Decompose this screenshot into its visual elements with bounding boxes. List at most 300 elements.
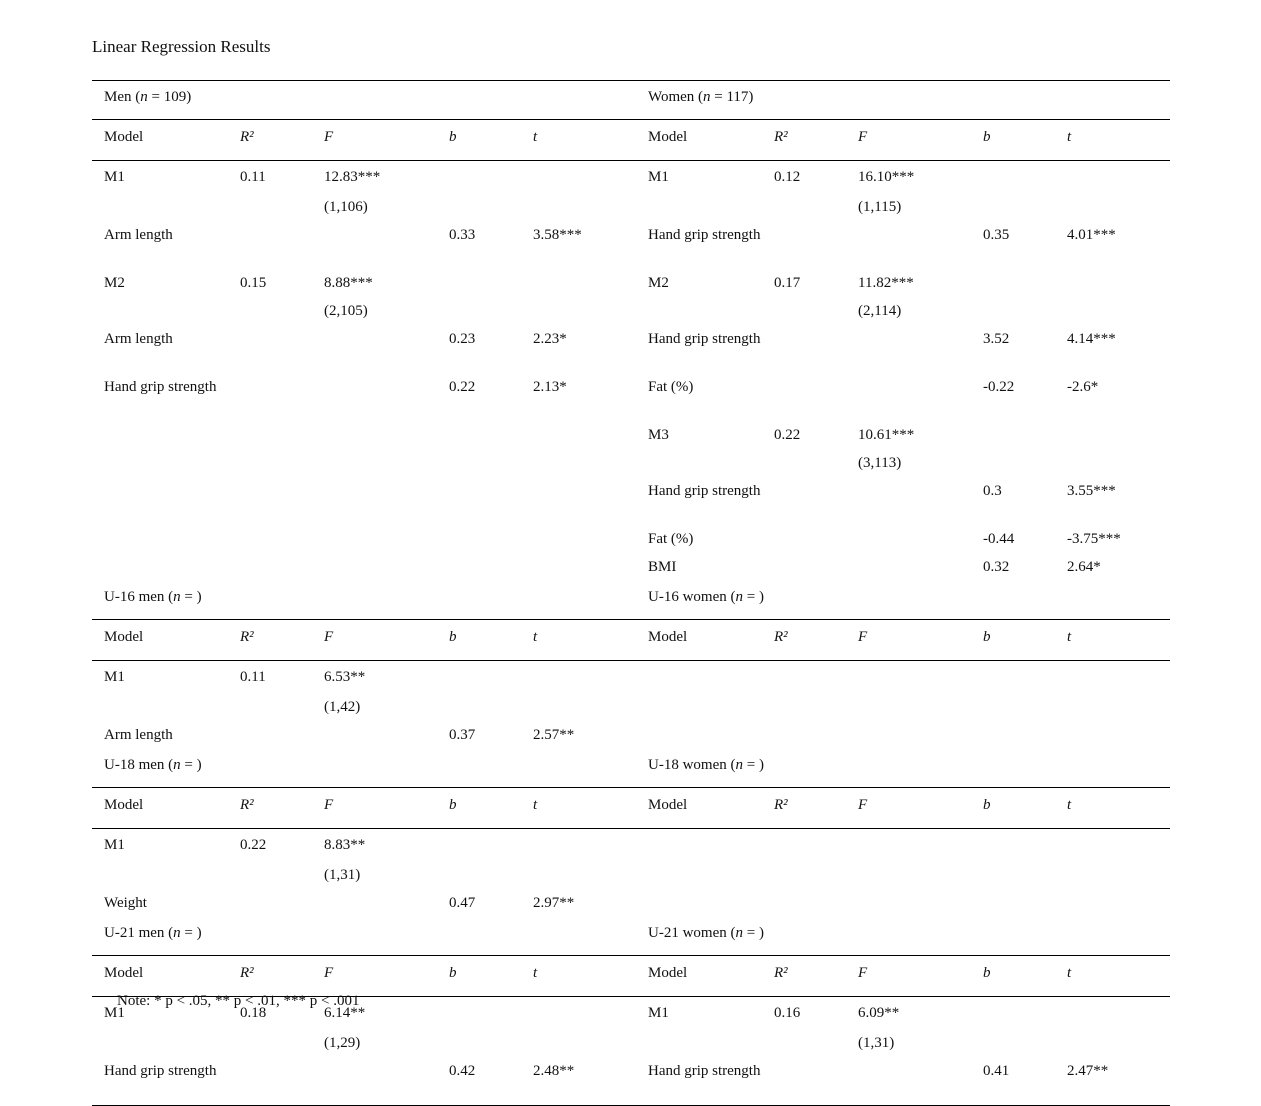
table-row xyxy=(92,193,1170,221)
header-text: b xyxy=(983,129,991,145)
table-cell: (1,106) xyxy=(324,199,368,215)
table-cell xyxy=(92,693,228,721)
table-row xyxy=(92,325,1170,373)
table-cell xyxy=(437,1029,521,1057)
header-text: Model xyxy=(104,129,144,145)
table-cell: M1 xyxy=(648,1005,669,1021)
column-header-t xyxy=(521,788,636,829)
table-cell xyxy=(1055,161,1170,194)
table-cell: Hand grip strength xyxy=(92,1057,228,1106)
table-cell: M1 xyxy=(104,1005,125,1021)
section-group-name: U-16 men ( xyxy=(104,589,174,605)
table-cell xyxy=(1055,449,1170,477)
table-cell xyxy=(521,1029,636,1057)
column-header-row xyxy=(92,620,1170,661)
table-cell: 16.10*** xyxy=(858,169,915,185)
section-group-name: Men ( xyxy=(104,89,141,105)
table-cell: (2,114) xyxy=(858,303,902,319)
table-cell xyxy=(92,297,228,325)
table-row xyxy=(92,161,1170,194)
table-cell: M1 xyxy=(104,837,125,853)
table-cell: (2,105) xyxy=(324,303,368,319)
header-text: b xyxy=(983,965,991,981)
table-cell xyxy=(312,553,437,581)
table-cell: 0.33 xyxy=(449,227,476,243)
table-cell xyxy=(1055,661,1170,694)
section-label-right xyxy=(636,749,1170,788)
table-cell xyxy=(92,1029,228,1057)
table-cell xyxy=(846,1057,971,1106)
table-cell xyxy=(521,421,636,449)
table-cell xyxy=(636,193,762,221)
table-cell xyxy=(762,525,846,553)
table-cell xyxy=(521,693,636,721)
sample-size-value: = ) xyxy=(180,925,202,941)
table-cell xyxy=(437,693,521,721)
table-cell: M1 xyxy=(648,169,669,185)
table-cell: 0.35 xyxy=(983,227,1010,243)
table-cell xyxy=(762,861,846,889)
table-cell: Fat (%) xyxy=(648,531,694,547)
table-cell: Arm length xyxy=(104,727,173,743)
table-cell xyxy=(762,1029,846,1057)
column-header-f xyxy=(312,956,437,997)
table-cell xyxy=(971,449,1055,477)
section-label-left xyxy=(92,81,636,120)
table-cell xyxy=(521,297,636,325)
header-text: F xyxy=(324,797,334,813)
column-header-f xyxy=(846,620,971,661)
table-cell xyxy=(971,161,1055,194)
column-header-f xyxy=(312,788,437,829)
table-cell xyxy=(228,373,312,421)
table-cell: -0.22 xyxy=(983,379,1015,395)
section-label-right xyxy=(636,581,1170,620)
table-cell xyxy=(312,525,437,553)
table-cell xyxy=(92,553,228,581)
table-cell xyxy=(92,449,228,477)
table-cell xyxy=(312,373,437,421)
table-cell xyxy=(312,421,437,449)
table-cell: 0.41 xyxy=(971,1057,1055,1106)
column-header-b xyxy=(971,788,1055,829)
table-cell xyxy=(228,193,312,221)
section-group-name: U-21 women ( xyxy=(648,925,736,941)
table-cell: 0.22 xyxy=(774,427,801,443)
header-text: t xyxy=(1067,965,1072,981)
table-cell xyxy=(521,997,636,1030)
header-text: F xyxy=(858,129,868,145)
table-cell xyxy=(971,1029,1055,1057)
table-cell: 0.23 xyxy=(449,331,476,347)
table-cell: (1,31) xyxy=(324,867,361,883)
section-group-name: U-18 men ( xyxy=(104,757,174,773)
column-header-t xyxy=(1055,620,1170,661)
table-row xyxy=(92,861,1170,889)
sample-size-symbol: n xyxy=(173,925,181,941)
table-cell: Hand grip strength xyxy=(104,379,217,395)
header-text: F xyxy=(324,629,334,645)
column-header-model xyxy=(92,620,228,661)
sample-size-value: = ) xyxy=(742,925,764,941)
table-cell xyxy=(971,997,1055,1030)
header-text: b xyxy=(983,629,991,645)
table-cell: 0.11 xyxy=(240,669,266,685)
table-cell: 12.83*** xyxy=(324,169,381,185)
table-row xyxy=(92,449,1170,477)
header-text: Model xyxy=(104,965,144,981)
table-cell: Hand grip strength xyxy=(648,227,761,243)
column-header-r2 xyxy=(762,788,846,829)
table-cell xyxy=(846,829,971,862)
table-cell xyxy=(846,373,971,421)
header-text: t xyxy=(533,797,538,813)
column-header-b xyxy=(437,620,521,661)
table-cell: 3.58*** xyxy=(533,227,582,243)
table-row xyxy=(92,693,1170,721)
table-cell: 6.09** xyxy=(858,1005,900,1021)
sample-size-symbol: n xyxy=(140,89,148,105)
table-cell xyxy=(636,861,762,889)
table-cell: Arm length xyxy=(104,331,173,347)
table-cell xyxy=(971,193,1055,221)
column-header-r2 xyxy=(762,120,846,161)
table-cell xyxy=(437,269,521,297)
table-cell: 2.23* xyxy=(533,331,567,347)
table-row xyxy=(92,269,1170,297)
section-group-name: Women ( xyxy=(648,89,704,105)
table-cell: 0.32 xyxy=(983,559,1010,575)
table-cell: Fat (%) xyxy=(648,379,694,395)
table-cell xyxy=(521,829,636,862)
table-cell: M3 xyxy=(648,427,669,443)
table-cell xyxy=(312,721,437,749)
header-text: R² xyxy=(774,129,788,145)
table-cell xyxy=(228,421,312,449)
table-row xyxy=(92,221,1170,269)
column-header-row xyxy=(92,956,1170,997)
table-cell xyxy=(228,297,312,325)
table-cell: M2 xyxy=(648,275,669,291)
table-cell xyxy=(312,477,437,525)
table-cell xyxy=(437,449,521,477)
sample-size-symbol: n xyxy=(735,925,743,941)
header-text: b xyxy=(983,797,991,813)
table-cell xyxy=(521,269,636,297)
table-cell xyxy=(636,693,762,721)
table-cell: (1,115) xyxy=(858,199,902,215)
table-cell: 8.83** xyxy=(324,837,366,853)
table-cell xyxy=(636,661,762,694)
column-header-r2 xyxy=(228,620,312,661)
column-header-t xyxy=(521,620,636,661)
table-cell: 2.64* xyxy=(1067,559,1101,575)
table-cell: M2 xyxy=(104,275,125,291)
table-cell xyxy=(762,889,846,917)
header-text: b xyxy=(449,129,457,145)
sample-size-symbol: n xyxy=(173,757,181,773)
table-cell: -0.44 xyxy=(983,531,1015,547)
table-cell: -2.6* xyxy=(1067,379,1099,395)
table-cell: 4.14*** xyxy=(1067,331,1116,347)
table-cell: (1,31) xyxy=(858,1035,895,1051)
header-text: R² xyxy=(774,629,788,645)
table-cell xyxy=(971,889,1055,917)
column-header-model xyxy=(92,120,228,161)
header-text: F xyxy=(324,965,334,981)
header-text: b xyxy=(449,629,457,645)
table-cell: M1 xyxy=(104,169,125,185)
table-cell xyxy=(846,325,971,373)
table-cell: 0.15 xyxy=(240,275,267,291)
header-text: Model xyxy=(104,629,144,645)
table-cell xyxy=(521,661,636,694)
table-cell xyxy=(312,449,437,477)
table-cell xyxy=(1055,889,1170,917)
table-cell xyxy=(846,721,971,749)
table-cell: Hand grip strength xyxy=(648,331,761,347)
table-cell xyxy=(971,721,1055,749)
table-cell xyxy=(437,525,521,553)
table-cell xyxy=(228,861,312,889)
table-note: Note: * p < .05, ** p < .01, *** p < .001 xyxy=(117,993,360,1009)
table-cell: 2.13* xyxy=(533,379,567,395)
table-cell xyxy=(228,221,312,269)
table-cell xyxy=(971,661,1055,694)
table-cell xyxy=(762,693,846,721)
table-cell xyxy=(846,693,971,721)
table-cell: 0.11 xyxy=(240,169,266,185)
table-cell xyxy=(92,525,228,553)
table-cell xyxy=(228,553,312,581)
table-cell xyxy=(971,829,1055,862)
table-cell xyxy=(92,861,228,889)
table-cell: BMI xyxy=(648,559,677,575)
table-row xyxy=(92,477,1170,525)
header-text: t xyxy=(533,965,538,981)
table-cell xyxy=(437,997,521,1030)
table-cell xyxy=(762,449,846,477)
header-text: Model xyxy=(648,797,688,813)
table-cell xyxy=(92,193,228,221)
table-cell xyxy=(312,325,437,373)
table-cell xyxy=(1055,269,1170,297)
column-header-row xyxy=(92,120,1170,161)
header-text: R² xyxy=(774,797,788,813)
header-text: b xyxy=(449,965,457,981)
table-cell xyxy=(971,297,1055,325)
table-cell: 0.22 xyxy=(449,379,476,395)
table-cell xyxy=(521,193,636,221)
column-header-model xyxy=(636,956,762,997)
header-text: R² xyxy=(240,629,254,645)
column-header-r2 xyxy=(762,956,846,997)
table-cell xyxy=(762,477,846,525)
table-cell: M1 xyxy=(104,669,125,685)
table-cell xyxy=(846,525,971,553)
table-cell xyxy=(521,449,636,477)
table-cell xyxy=(636,297,762,325)
table-cell xyxy=(521,161,636,194)
column-header-f xyxy=(846,956,971,997)
table-cell xyxy=(228,325,312,373)
table-cell xyxy=(437,661,521,694)
table-cell xyxy=(228,525,312,553)
table-cell xyxy=(521,477,636,525)
table-cell: 3.55*** xyxy=(1067,483,1116,499)
header-text: t xyxy=(1067,797,1072,813)
table-cell xyxy=(521,861,636,889)
column-header-model xyxy=(92,788,228,829)
section-row-u21 xyxy=(92,917,1170,956)
column-header-f xyxy=(846,120,971,161)
sample-size-value: = ) xyxy=(742,757,764,773)
table-cell xyxy=(636,449,762,477)
table-cell xyxy=(312,889,437,917)
column-header-f xyxy=(312,620,437,661)
section-group-name: U-21 men ( xyxy=(104,925,174,941)
table-row xyxy=(92,373,1170,421)
table-row xyxy=(92,889,1170,917)
section-row-overall xyxy=(92,81,1170,120)
table-row xyxy=(92,661,1170,694)
regression-table xyxy=(92,80,1170,1106)
table-cell: 11.82*** xyxy=(858,275,914,291)
table-cell xyxy=(762,661,846,694)
table-cell: 2.57** xyxy=(533,727,575,743)
table-cell: Hand grip strength xyxy=(648,483,761,499)
table-cell xyxy=(437,477,521,525)
sample-size-value: = ) xyxy=(180,589,202,605)
table-cell xyxy=(1055,721,1170,749)
column-header-r2 xyxy=(228,120,312,161)
column-header-t xyxy=(1055,956,1170,997)
table-cell xyxy=(971,269,1055,297)
column-header-model xyxy=(636,120,762,161)
table-cell: 0.47 xyxy=(449,895,476,911)
section-label-left xyxy=(92,581,636,620)
header-text: Model xyxy=(104,797,144,813)
column-header-t xyxy=(1055,788,1170,829)
table-row xyxy=(92,1029,1170,1057)
table-cell xyxy=(1055,421,1170,449)
table-cell: Hand grip strength xyxy=(636,1057,762,1106)
table-cell xyxy=(228,889,312,917)
table-cell xyxy=(846,661,971,694)
section-label-left xyxy=(92,917,636,956)
table-cell: 0.17 xyxy=(774,275,801,291)
table-cell: 10.61*** xyxy=(858,427,915,443)
column-header-b xyxy=(971,620,1055,661)
header-text: F xyxy=(858,797,868,813)
table-body xyxy=(92,81,1170,1106)
table-row xyxy=(92,829,1170,862)
section-label-right xyxy=(636,81,1170,120)
table-cell: (1,42) xyxy=(324,699,361,715)
table-cell: 3.52 xyxy=(983,331,1010,347)
header-text: t xyxy=(533,629,538,645)
table-cell xyxy=(1055,693,1170,721)
column-header-b xyxy=(971,120,1055,161)
column-header-row xyxy=(92,788,1170,829)
table-cell xyxy=(971,421,1055,449)
header-text: Model xyxy=(648,129,688,145)
column-header-b xyxy=(437,956,521,997)
table-cell xyxy=(92,421,228,449)
table-cell xyxy=(762,721,846,749)
table-cell xyxy=(636,889,762,917)
table-cell xyxy=(762,1057,846,1106)
table-cell xyxy=(437,829,521,862)
column-header-b xyxy=(971,956,1055,997)
sample-size-value: = 109) xyxy=(147,89,192,105)
table-cell xyxy=(437,861,521,889)
table-cell: 0.16 xyxy=(774,1005,801,1021)
table-cell: 0.22 xyxy=(240,837,267,853)
sample-size-value: = 117) xyxy=(710,89,754,105)
table-row xyxy=(92,421,1170,449)
table-cell xyxy=(762,325,846,373)
table-cell: (1,29) xyxy=(324,1035,361,1051)
table-cell xyxy=(762,829,846,862)
table-cell xyxy=(762,553,846,581)
table-cell xyxy=(1055,1029,1170,1057)
column-header-t xyxy=(521,120,636,161)
table-cell xyxy=(437,553,521,581)
sample-size-symbol: n xyxy=(735,757,743,773)
table-cell xyxy=(846,221,971,269)
table-row xyxy=(92,297,1170,325)
table-cell: 0.12 xyxy=(774,169,801,185)
table-cell xyxy=(636,721,762,749)
header-text: t xyxy=(1067,629,1072,645)
table-cell xyxy=(228,1057,312,1106)
table-cell: 4.01*** xyxy=(1067,227,1116,243)
sample-size-symbol: n xyxy=(703,89,711,105)
table-cell xyxy=(312,221,437,269)
table-cell: 2.48** xyxy=(521,1057,636,1106)
column-header-r2 xyxy=(228,788,312,829)
section-label-left xyxy=(92,749,636,788)
section-group-name: U-16 women ( xyxy=(648,589,736,605)
header-text: Model xyxy=(648,629,688,645)
table-cell xyxy=(1055,861,1170,889)
table-cell: 0.3 xyxy=(983,483,1002,499)
table-cell: 2.47** xyxy=(1055,1057,1170,1106)
table-cell: -3.75*** xyxy=(1067,531,1121,547)
table-cell xyxy=(846,553,971,581)
header-text: R² xyxy=(240,797,254,813)
table-row xyxy=(92,525,1170,553)
header-text: R² xyxy=(240,129,254,145)
table-cell: (3,113) xyxy=(858,455,902,471)
table-cell xyxy=(1055,997,1170,1030)
header-text: t xyxy=(533,129,538,145)
column-header-r2 xyxy=(228,956,312,997)
table-title: Linear Regression Results xyxy=(92,37,271,56)
header-text: F xyxy=(858,629,868,645)
table-cell xyxy=(437,421,521,449)
table-cell xyxy=(846,861,971,889)
table-cell xyxy=(228,477,312,525)
column-header-t xyxy=(521,956,636,997)
column-header-f xyxy=(846,788,971,829)
column-header-f xyxy=(312,120,437,161)
column-header-model xyxy=(92,956,228,997)
header-text: F xyxy=(858,965,868,981)
table-cell xyxy=(312,1057,437,1106)
table-cell xyxy=(636,829,762,862)
